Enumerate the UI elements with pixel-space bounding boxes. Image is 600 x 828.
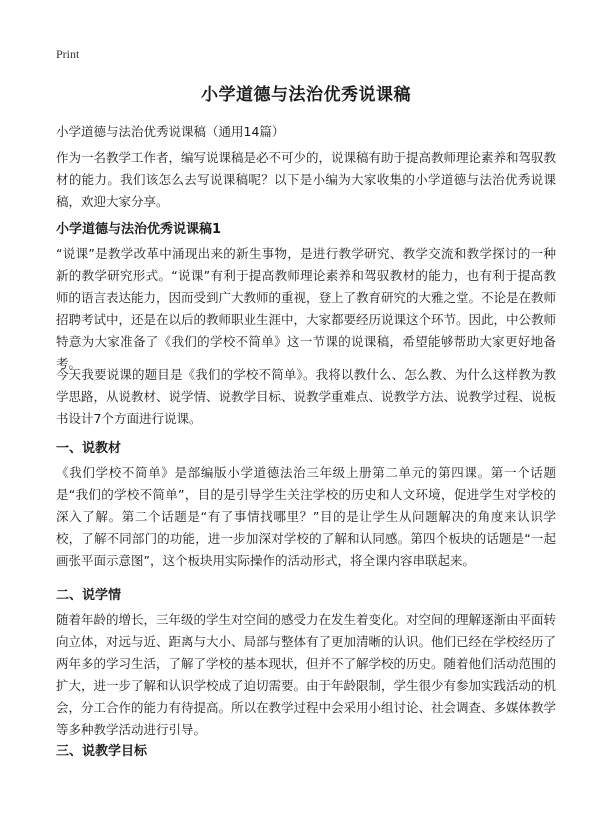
paragraph-2: 今天我要说课的题目是《我们的学校不简单》。我将以教什么、怎么教、为什么这样教为教学思路，从说教材、说学情、说教学目标、说教学重难点、说教学方法、说教学过程、说板书设计7个方面进行说课。 [56,367,557,426]
heading-students: 二、说学情 [56,588,122,603]
intro-paragraph: 作为一名教学工作者，编写说课稿是必不可少的，说课稿有助于提高教师理论素养和驾驭教材的能力。我们该怎么去写说课稿呢？以下是小编为大家收集的小学道德与法治优秀说课稿，欢迎大家分享。 [56,150,557,209]
page-title: 小学道德与法治优秀说课稿 [201,85,411,105]
subtitle: 小学道德与法治优秀说课稿（通用14篇） [56,124,285,139]
paragraph-materials: 《我们学校不简单》是部编版小学道德法治三年级上册第二单元的第四课。第一个话题是“我们的学校不简单”，目的是引导学生关注学校的历史和人文环境，促进学生对学校的深入了解。第二个话题是“有了事情找哪里？”目的是让学生从问题解决的角度来认识学校，了解不同部门的功能，进一步加深对学校的了解和认同感。第四个板块的话题是“一起画张平面示意图”，这个板块用实际操作的活动形式，将全课内容串联起来。 [56,465,556,568]
heading-materials: 一、说教材 [56,441,122,456]
print-label: Print [56,47,80,61]
paragraph-students: 随着年龄的增长，三年级的学生对空间的感受力在发生着变化。对空间的理解逐渐由平面转向立体，对远与近、距离与大小、局部与整体有了更加清晰的认识。他们已经在学校经历了两年多的学习生活，了解了学校的基本现状，但并不了解学校的历史。随着他们活动范围的扩大，进一步了解和认识学校成了迫切需要。由于年龄限制，学生很少有参加实践活动的机会，分工合作的能力有待提高。所以在教学过程中会采用小组讨论、社会调查、多媒体教学等多种教学活动进行引导。 [56,612,557,737]
section-title: 小学道德与法治优秀说课稿1 [56,222,222,237]
paragraph-1: “说课”是教学改革中涌现出来的新生事物，是进行教学研究、教学交流和教学探讨的一种新的教学研究形式。“说课”有利于提高教师理论素养和驾驭教材的能力，也有利于提高教师的语言表达能力，因而受到广大教师的重视，登上了教育研究的大雅之堂。不论是在教师招聘考试中，还是在以后的教师职业生涯中，大家都要经历说课这个环节。因此，中公教师特意为大家准备了《我们的学校不简单》这一节课的说课稿，希望能够帮助大家更好地备考。 [56,246,557,371]
heading-objectives: 三、说教学目标 [56,744,148,759]
